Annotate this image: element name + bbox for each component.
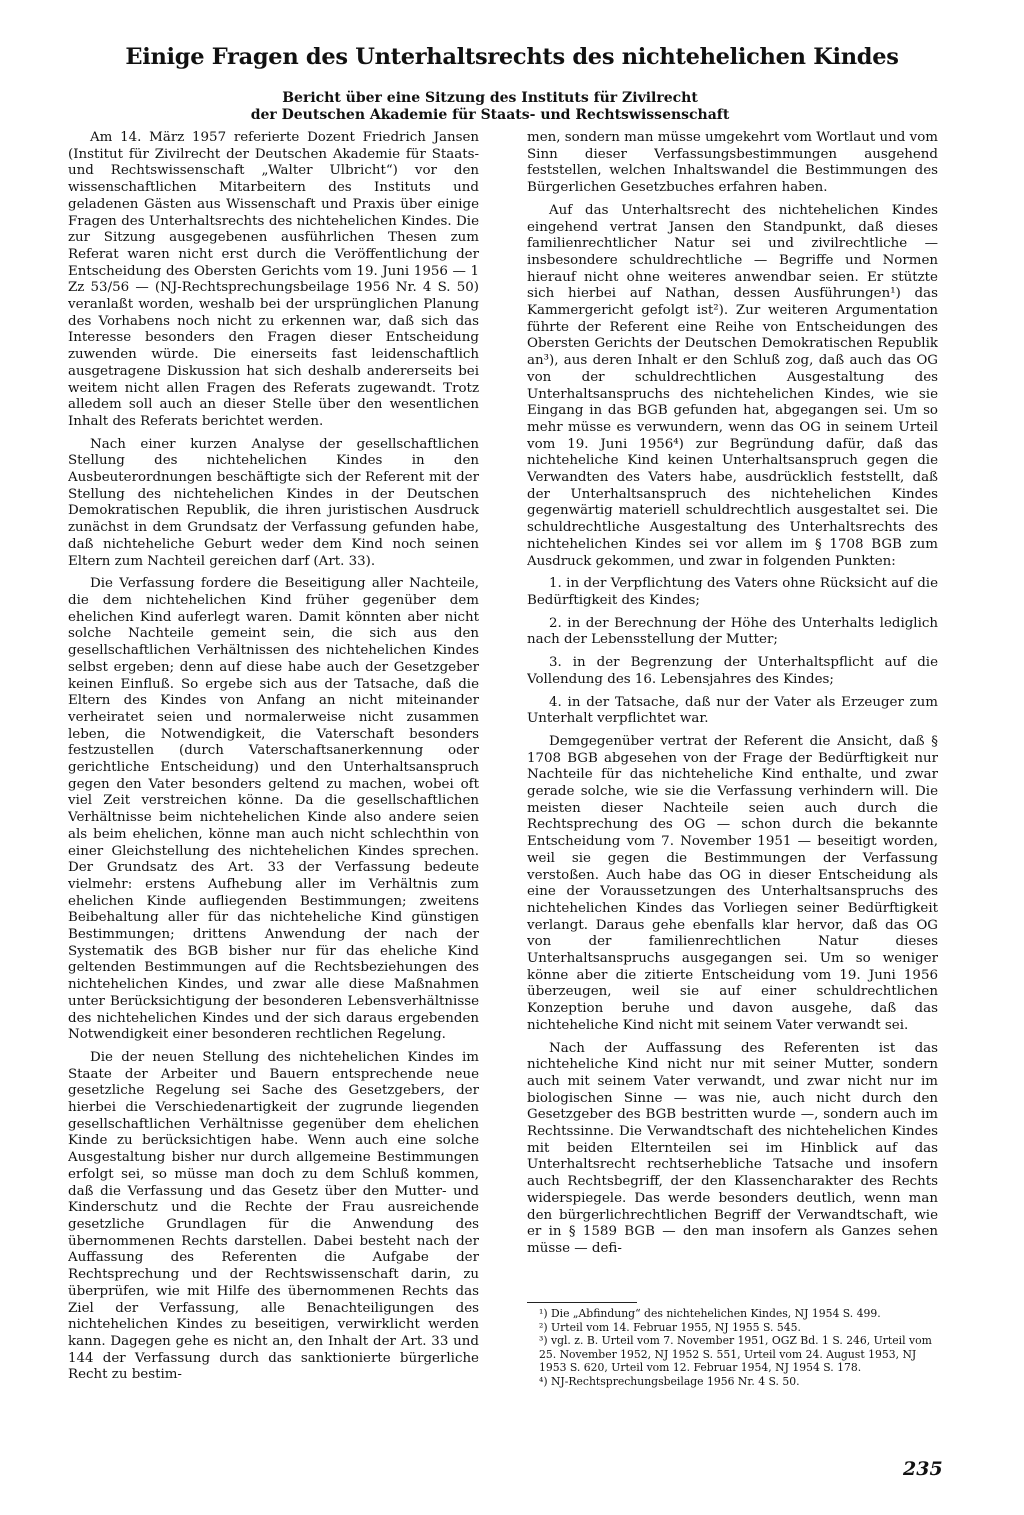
footnote-2: ²) Urteil vom 14. Februar 1955, NJ 1955 S. 545. xyxy=(539,1320,801,1334)
footnote-3: ³) vgl. z. B. Urteil vom 7. November 1951, OGZ Bd. 1 S. 246, Urteil vom 25. November 1952, NJ 1952 S. 551, Urteil vom 24. August 1953, NJ 1953 S. 620, Urteil vom 12. Februar 1954, NJ 1954 S. 178. xyxy=(539,1334,932,1375)
subtitle-line-2: der Deutschen Akademie für Staats- und Rechtswissenschaft xyxy=(250,107,730,123)
list-item: 4. in der Tatsache, daß nur der Vater als Erzeuger zum Unterhalt verpflichtet war. xyxy=(527,694,938,727)
paragraph: Die Verfassung fordere die Beseitigung aller Nachteile, die dem nichtehelichen Kind früher gegenüber dem ehelichen Kind auferlegt waren. Damit könnten aber nicht solche Nachteile gemeint sein, die sich aus den gesellschaftlichen Verhältnissen des nichtehelichen Kindes selbst ergeben; denn auf diese habe auch der Gesetzgeber keinen Einfluß. So ergebe sich aus der Tatsache, daß die Eltern des Kindes von Anfang an nicht miteinander verheiratet seien und normalerweise nicht zusammen leben, die Notwendigkeit, die Vaterschaft besonders festzustellen (durch Vaterschaftsanerkennung oder gerichtliche Entscheidung) und den Unterhaltsanspruch gegen den Vater besonders geltend zu machen, wobei oft viel Zeit verstreichen könne. Da die gesellschaftlichen Verhältnisse beim nichtehelichen Kinde also andere seien als beim ehelichen, könne man auch nicht schlechthin von einer Gleichstellung des nichtehelichen Kindes sprechen. Der Grundsatz des Art. 33 der Verfassung bedeute vielmehr: erstens Aufhebung aller im Verhältnis zum ehelichen Kinde aufliegenden Bestimmungen; zweitens Beibehaltung aller für das nichteheliche Kind günstigen Bestimmungen; drittens Anwendung der nach der Systematik des BGB bisher nur für das eheliche Kind geltenden Bestimmungen auf die Rechtsbeziehungen des nichtehelichen Kindes, und zwar alle diese Maßnahmen unter Berücksichtigung der besonderen Lebensverhältnisse des nichtehelichen Kindes und der sich daraus ergebenden Notwendigkeit einer besonderen rechtlichen Regelung. xyxy=(68,576,479,1043)
paragraph: Nach einer kurzen Analyse der gesellschaftlichen Stellung des nichtehelichen Kindes in den Ausbeuterordnungen beschäftigte sich der Referent mit der Stellung des nichtehelichen Kindes in der Deutschen Demokratischen Republik, die ihren juristischen Ausdruck zunächst in dem Grundsatz der Verfassung gefunden habe, daß nichteheliche Geburt weder dem Kind noch seinen Eltern zum Nachteil gereichen darf (Art. 33). xyxy=(68,436,479,569)
list-item: 3. in der Begrenzung der Unterhaltspflicht auf die Vollendung des 16. Lebensjahres des Kindes; xyxy=(527,655,938,687)
footnotes xyxy=(527,1302,938,1389)
footnote-divider xyxy=(527,1302,637,1303)
paragraph: Auf das Unterhaltsrecht des nichtehelichen Kindes eingehend vertrat Jansen den Standpunkt, daß dieses familienrechtlicher Natur sei und zivilrechtliche — insbesondere schuldrechtliche — Begriffe und Normen hierauf nicht ohne weiteres anwendbar seien. Er stützte sich hierbei auf Nathan, dessen Ausführungen¹) das Kammergericht gefolgt ist²). Zur weiteren Argumentation führte der Referent eine Reihe von Entscheidungen des Obersten Gerichts der Deutschen Demokratischen Republik an³), aus deren Inhalt er den Schluß zog, daß auch das OG von der schuldrechtlichen Ausgestaltung des Unterhaltsanspruchs des nichtehelichen Kindes, wie sie Eingang in das BGB gefunden hat, abgegangen sei. Um so mehr müsse es verwundern, wenn das OG in seinem Urteil vom 19. Juni 1956⁴) zur Begründung dafür, daß das nichteheliche Kind keinen Unterhaltsanspruch gegen die Verwandten des Vaters habe, ausdrücklich feststellt, daß der Unterhaltsanspruch des nichtehelichen Kindes gegenwärtig materiell schuldrechtlich ausgestaltet sei. Die schuldrechtliche Ausgestaltung des Unterhaltsrechts des nichtehelichen Kindes sei vor allem im § 1708 BGB zum Ausdruck gekommen, und zwar in folgenden Punkten: xyxy=(527,202,938,569)
article-subtitle xyxy=(210,90,770,124)
footnote-4: ⁴) NJ-Rechtsprechungsbeilage 1956 Nr. 4 S. 50. xyxy=(539,1374,800,1388)
list-item: 1. in der Verpflichtung des Vaters ohne Rücksicht auf die Bedürftigkeit des Kindes; xyxy=(527,576,938,608)
paragraph: Am 14. März 1957 referierte Dozent Friedrich Jansen (Institut für Zivilrecht der Deutschen Akademie für Staats- und Rechtswissenschaft „Walter Ulbricht“) vor den wissenschaftlichen Mitarbeitern des Instituts und geladenen Gästen aus Wissenschaft und Praxis über einige Fragen des Unterhaltsrechts des nichtehelichen Kindes. Die zur Sitzung ausgegebenen ausführlichen Thesen zum Referat waren nicht erst durch die Veröffentlichung der Entscheidung des Obersten Gerichts vom 19. Juni 1956 — 1 Zz 53/56 — (NJ-Rechtsprechungsbeilage 1956 Nr. 4 S. 50) veranlaßt worden, weshalb bei der ursprünglichen Planung des Vorhabens noch nicht zu erkennen war, daß sich das Interesse besonders den Fragen dieser Entscheidung zuwenden würde. Die einerseits fast leidenschaftlich ausgetragene Diskussion hat sich deshalb andererseits bei weitem nicht allen Fragen des Referats zugewandt. Trotz alledem soll auch an dieser Stelle über den wesentlichen Inhalt des Referats berichtet werden. xyxy=(68,130,479,429)
right-column xyxy=(527,130,938,1280)
page-number: 235 xyxy=(903,1458,943,1480)
left-column xyxy=(68,130,479,1422)
subtitle-line-1: Bericht über eine Sitzung des Instituts für Zivilrecht xyxy=(282,90,698,106)
paragraph: Nach der Auffassung des Referenten ist das nichteheliche Kind nicht nur mit seiner Mutter, sondern auch mit seinem Vater verwandt, und zwar nicht nur im biologischen Sinne — was nie, auch nicht durch den Gesetzgeber des BGB bestritten wurde —, sondern auch im Rechtssinne. Die Verwandtschaft des nichtehelichen Kindes mit beiden Elternteilen sei im Hinblick auf das Unterhaltsrecht rechtserhebliche Tatsache und insofern auch Rechtsbegriff, der den Klassencharakter des Rechts widerspiegele. Das werde besonders deutlich, wenn man den bürgerlichrechtlichen Begriff der Verwandtschaft, wie er in § 1589 BGB — den man insofern als Ganzes sehen müsse — defi- xyxy=(527,1040,938,1256)
paragraph: Die der neuen Stellung des nichtehelichen Kindes im Staate der Arbeiter und Bauern entsprechende neue gesetzliche Regelung sei Sache des Gesetzgebers, der hierbei die Verschiedenartigkeit der zugrunde liegenden gesellschaftlichen Verhältnisse gegenüber dem ehelichen Kinde zu berücksichtigen habe. Wenn auch eine solche Ausgestaltung bisher nur durch allgemeine Bestimmungen erfolgt sei, so müsse man doch zu dem Schluß kommen, daß die Verfassung und das Gesetz über den Mutter- und Kinderschutz und die Rechte der Frau ausreichende gesetzliche Grundlagen für die Anwendung des übernommenen Rechts darstellen. Dabei besteht nach der Auffassung des Referenten die Aufgabe der Rechtsprechung und der Rechtswissenschaft darin, zu überprüfen, wie mit Hilfe des übernommenen Rechts das Ziel der Verfassung, alle Benachteiligungen des nichtehelichen Kindes zu beseitigen, verwirklicht werden kann. Dagegen gehe es nicht an, den Inhalt der Art. 33 und 144 der Verfassung durch das sanktionierte bürgerliche Recht zu bestim- xyxy=(68,1049,479,1383)
paragraph: Demgegenüber vertrat der Referent die Ansicht, daß § 1708 BGB abgesehen von der Frage der Bedürftigkeit nur Nachteile für das nichteheliche Kind enthalte, und zwar gerade solche, wie sie die Verfassung verhindern will. Die meisten dieser Nachteile seien auch durch die Rechtsprechung des OG — schon durch die bekannte Entscheidung vom 7. November 1951 — beseitigt worden, weil sie gegen die Bestimmungen der Verfassung verstoßen. Auch habe das OG in dieser Entscheidung als eine der Voraussetzungen des Unterhaltsanspruchs des nichtehelichen Kindes das Vorliegen seiner Bedürftigkeit verlangt. Daraus gehe ebenfalls klar hervor, daß das OG von der familienrechtlichen Natur dieses Unterhaltsanspruchs ausgegangen sei. Um so weniger könne aber die zitierte Entscheidung vom 19. Juni 1956 überzeugen, weil sie auf einer schuldrechtlichen Konzeption beruhe und davon ausgehe, daß das nichteheliche Kind nicht mit seinem Vater verwandt sei. xyxy=(527,733,938,1033)
article-title: Einige Fragen des Unterhaltsrechts des nichtehelichen Kindes xyxy=(125,44,899,70)
list-item: 2. in der Berechnung der Höhe des Unterhalts lediglich nach der Lebensstellung der Mutter; xyxy=(527,615,938,648)
paragraph: men, sondern man müsse umgekehrt vom Wortlaut und vom Sinn dieser Verfassungsbestimmungen ausgehend feststellen, welchen Inhaltswandel die Bestimmungen des Bürgerlichen Gesetzbuches erfahren haben. xyxy=(527,130,938,196)
footnote-1: ¹) Die „Abfindung“ des nichtehelichen Kindes, NJ 1954 S. 499. xyxy=(539,1307,881,1320)
